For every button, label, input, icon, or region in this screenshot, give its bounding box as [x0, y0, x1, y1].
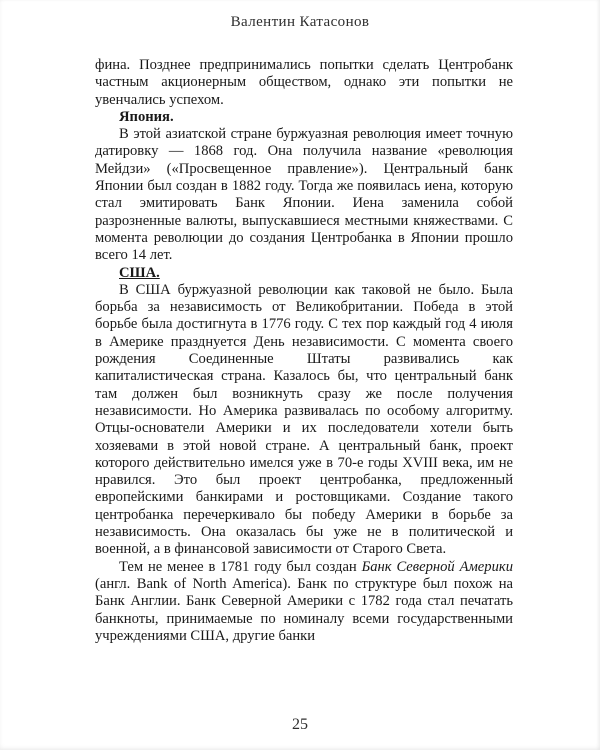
bank-name-italic: Банк Северной Америки	[361, 558, 513, 575]
page-number: 25	[292, 716, 308, 733]
section-heading-usa: США.	[119, 264, 160, 281]
page-body	[95, 57, 513, 645]
section-heading-japan: Япония.	[119, 108, 174, 125]
paragraph-japan: В этой азиатской стране буржуазная революция имеет точную датировку — 1868 год. Она получила название «революция Мейдзи» («Просвещенное правление»). Центральный банк Японии был создан в 1882 году. Тогда же появилась иена, которую стал эмитировать Банк Японии. Иена заменила собой разрозненные валюты, выпускавшиеся местными княжествами. С момента революции до создания Центробанка в Японии прошло всего 14 лет.	[95, 126, 513, 264]
text-run: Тем не менее в 1781 году был создан	[119, 558, 362, 575]
paragraph-continuation: фина. Позднее предпринимались попытки сделать Центробанк частным акционерным обществом, однако эти попытки не увенчались успехом.	[95, 57, 513, 108]
running-header-author: Валентин Катасонов	[230, 14, 370, 30]
paragraph-usa: В США буржуазной революции как таковой не было. Была борьба за независимость от Великобритании. Победа в этой борьбе была достигнута в 1776 году. С тех пор каждый год 4 июля в Америке празднуется День независимости. С момента своего рождения Соединенные Штаты развивались как капиталистическая страна. Казалось бы, что центральный банк там должен был возникнуть сразу же после получения независимости. Но Америка развивалась по особому алгоритму. Отцы-основатели Америки и их последователи хотели быть хозяевами в этой новой стране. А центральный банк, проект которого действительно имелся уже в 70-е годы XVIII века, им не нравился. Это был проект центробанка, предложенный европейскими банкирами и ростовщиками. Создание такого центробанка перечеркивало бы победу Америки в борьбе за независимость. Она оказалась бы уже не в политической и военной, а в финансовой зависимости от Старого Света.	[95, 281, 513, 558]
text-run: (англ. Bank of North America). Банк по структуре был похож на Банк Англии. Банк Северной Америки с 1782 года стал печатать банкноты, принимаемые по номиналу всеми государственными учреждениями США, другие банки	[95, 575, 513, 644]
paragraph-bank-of-north-america	[95, 559, 513, 645]
